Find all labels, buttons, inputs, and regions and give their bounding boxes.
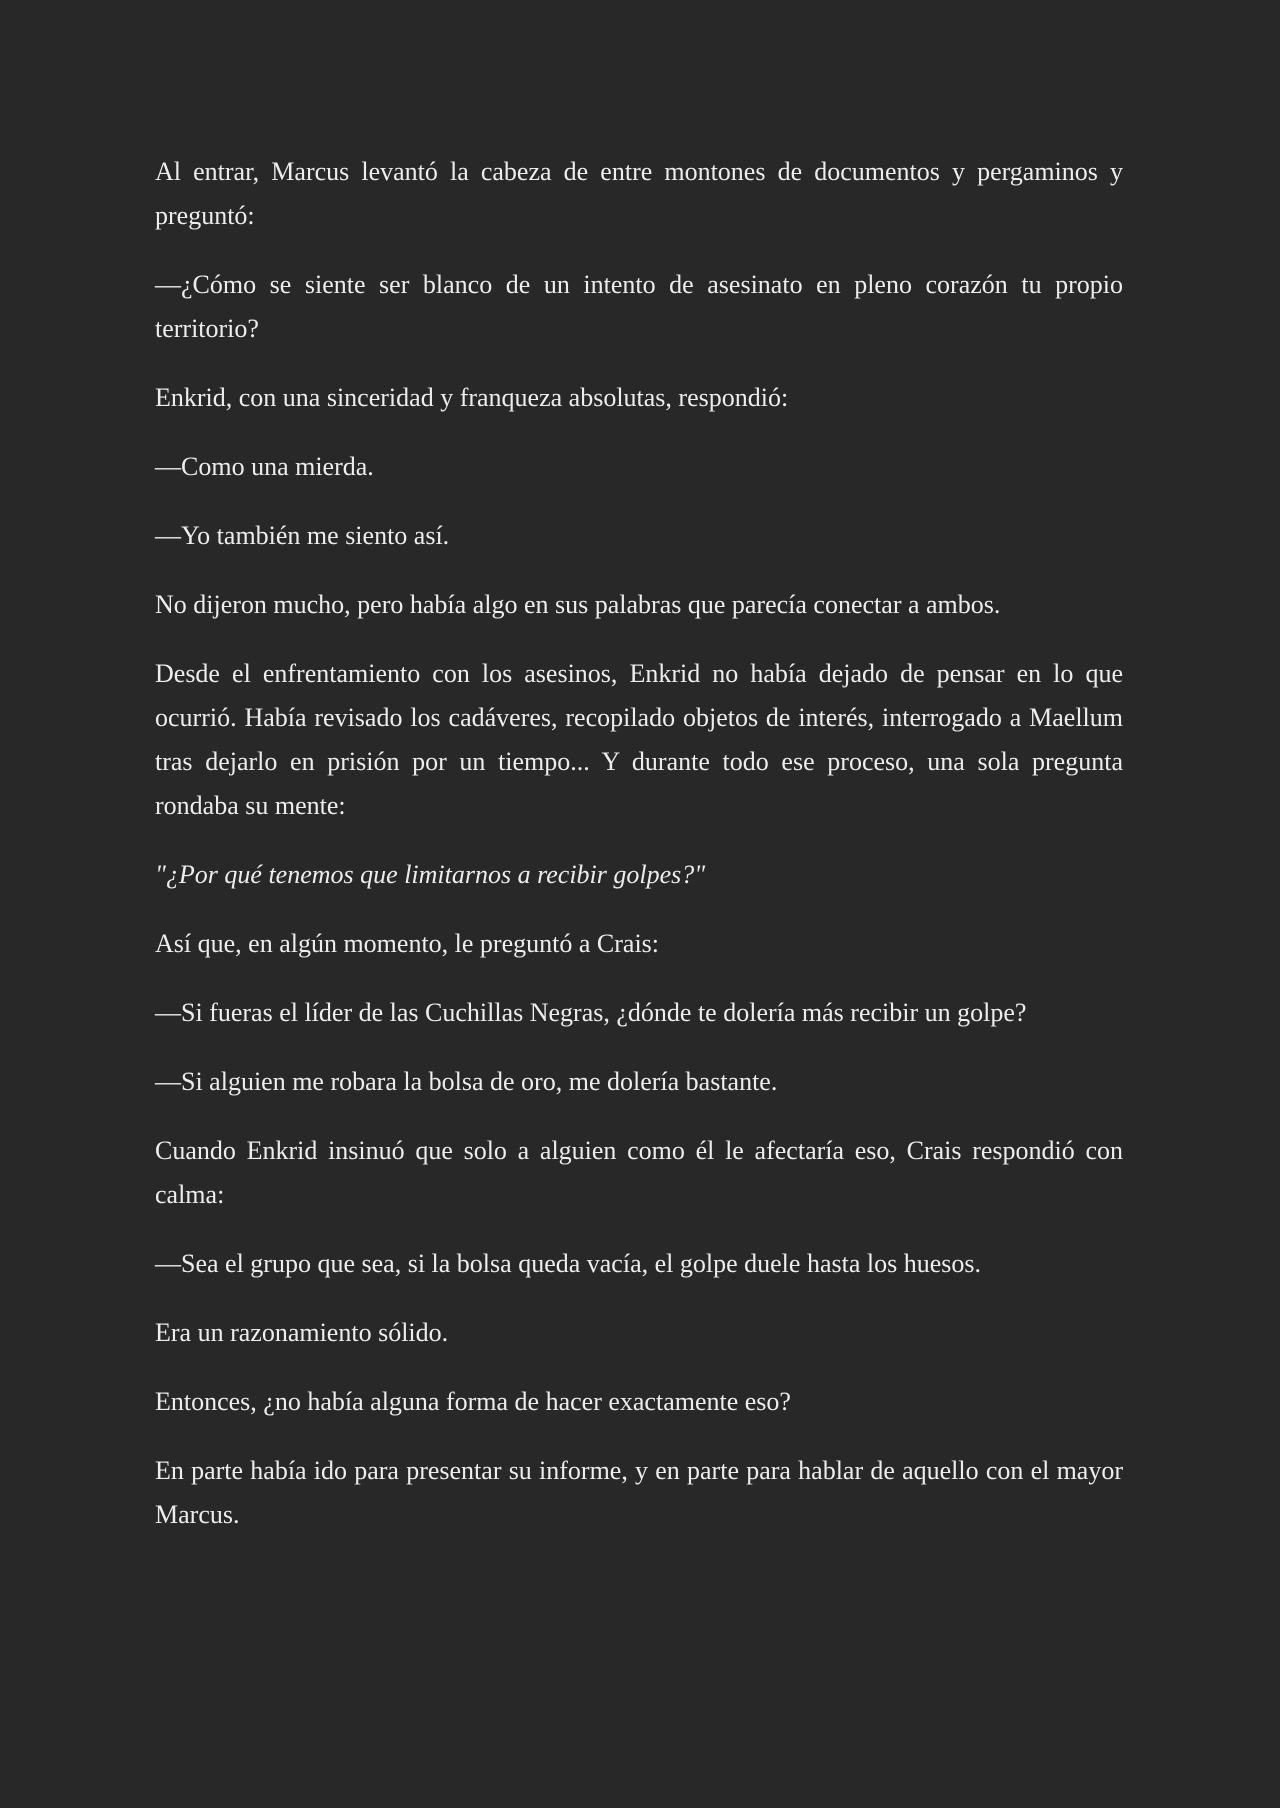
paragraph-11: —Si alguien me robara la bolsa de oro, me dolería bastante. bbox=[155, 1067, 778, 1096]
paragraph-16: En parte había ido para presentar su informe, y en parte para hablar de aquello con el mayor Marcus. bbox=[155, 1456, 1123, 1529]
paragraph-4: —Como una mierda. bbox=[155, 452, 374, 481]
paragraph-2: —¿Cómo se siente ser blanco de un intento de asesinato en pleno corazón tu propio territorio? bbox=[155, 270, 1123, 343]
paragraph-10: —Si fueras el líder de las Cuchillas Negras, ¿dónde te dolería más recibir un golpe? bbox=[155, 998, 1027, 1027]
chapter-text bbox=[155, 150, 1123, 1562]
paragraph-6: No dijeron mucho, pero había algo en sus palabras que parecía conectar a ambos. bbox=[155, 590, 1001, 619]
paragraph-1: Al entrar, Marcus levantó la cabeza de entre montones de documentos y pergaminos y preguntó: bbox=[155, 157, 1123, 230]
paragraph-5: —Yo también me siento así. bbox=[155, 521, 450, 550]
paragraph-9: Así que, en algún momento, le preguntó a Crais: bbox=[155, 929, 660, 958]
paragraph-14: Era un razonamiento sólido. bbox=[155, 1318, 449, 1347]
paragraph-8-thought: "¿Por qué tenemos que limitarnos a recibir golpes?" bbox=[155, 860, 706, 889]
paragraph-12: Cuando Enkrid insinuó que solo a alguien como él le afectaría eso, Crais respondió con calma: bbox=[155, 1136, 1123, 1209]
paragraph-13: —Sea el grupo que sea, si la bolsa queda vacía, el golpe duele hasta los huesos. bbox=[155, 1249, 981, 1278]
paragraph-3: Enkrid, con una sinceridad y franqueza absolutas, respondió: bbox=[155, 383, 789, 412]
paragraph-15: Entonces, ¿no había alguna forma de hacer exactamente eso? bbox=[155, 1387, 791, 1416]
paragraph-7: Desde el enfrentamiento con los asesinos, Enkrid no había dejado de pensar en lo que ocurrió. Había revisado los cadáveres, recopilado objetos de interés, interrogado a Maellum tras dejarlo en prisión por un tiempo... Y durante todo ese proceso, una sola pregunta rondaba su mente: bbox=[155, 659, 1123, 820]
